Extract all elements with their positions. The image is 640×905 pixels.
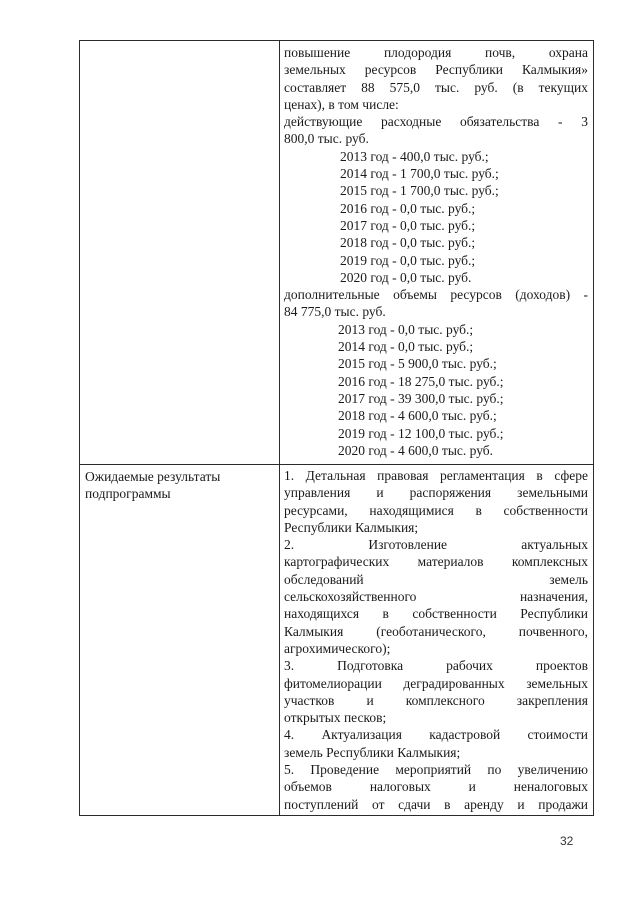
text-line: агрохимического); xyxy=(284,640,391,656)
text-line: участков и комплексного закрепления xyxy=(284,692,588,708)
row-divider xyxy=(79,464,594,465)
year-line: 2020 год - 4 600,0 тыс. руб. xyxy=(338,442,494,458)
text-line: сельскохозяйственного назначения, xyxy=(284,589,588,605)
year-line: 2017 год - 0,0 тыс. руб.; xyxy=(340,217,476,233)
text-line: 4. Актуализация кадастровой стоимости xyxy=(284,727,588,743)
year-line: 2018 год - 0,0 тыс. руб.; xyxy=(340,235,476,251)
year-line: 2016 год - 0,0 тыс. руб.; xyxy=(340,200,476,216)
text-line: ценах), в том числе: xyxy=(284,96,399,112)
year-line: 2019 год - 0,0 тыс. руб.; xyxy=(340,252,476,268)
year-line: 2014 год - 1 700,0 тыс. руб.; xyxy=(340,166,499,182)
text-line: дополнительные объемы ресурсов (доходов) - xyxy=(284,287,588,303)
column-divider xyxy=(279,40,280,816)
text-line: управления и распоряжения земельными xyxy=(284,485,588,501)
year-line: 2013 год - 400,0 тыс. руб.; xyxy=(340,148,489,164)
text-line: 800,0 тыс. руб. xyxy=(284,131,369,147)
text-line: поступлений от сдачи в аренду и продажи xyxy=(284,796,588,812)
text-line: 2. Изготовление актуальных xyxy=(284,537,588,553)
text-line: фитомелиорации деградированных земельных xyxy=(284,675,588,691)
year-line: 2015 год - 5 900,0 тыс. руб.; xyxy=(338,356,497,372)
text-line: 1. Детальная правовая регламентация в сфере xyxy=(284,468,588,483)
text-line: действующие расходные обязательства - 3 xyxy=(284,114,588,130)
funding-cell xyxy=(284,44,588,459)
text-line: составляет 88 575,0 тыс. руб. (в текущих xyxy=(284,79,588,95)
year-line: 2020 год - 0,0 тыс. руб. xyxy=(340,269,472,285)
year-line: 2018 год - 4 600,0 тыс. руб.; xyxy=(338,408,497,424)
text-line: обследований земель xyxy=(284,571,588,587)
text-line: картографических материалов комплексных xyxy=(284,554,588,570)
text-line: открытых песков; xyxy=(284,710,387,726)
year-line: 2015 год - 1 700,0 тыс. руб.; xyxy=(340,183,499,199)
text-line: объемов налоговых и неналоговых xyxy=(284,779,588,795)
text-line: 5. Проведение мероприятий по увеличению xyxy=(284,762,588,778)
text-line: земель Республики Калмыкия; xyxy=(284,744,461,760)
text-line: Калмыкия (геоботанического, почвенного, xyxy=(284,623,588,639)
text-line: повышение плодородия почв, охрана xyxy=(284,45,588,60)
text-line: земельных ресурсов Республики Калмыкия» xyxy=(284,62,588,78)
text-line: 3. Подготовка рабочих проектов xyxy=(284,658,588,674)
text-line: находящихся в собственности Республики xyxy=(284,606,588,622)
year-line: 2013 год - 0,0 тыс. руб.; xyxy=(338,321,474,337)
year-line: 2014 год - 0,0 тыс. руб.; xyxy=(338,339,474,355)
text-line: 84 775,0 тыс. руб. xyxy=(284,304,386,320)
year-line: 2019 год - 12 100,0 тыс. руб.; xyxy=(338,425,504,441)
year-line: 2017 год - 39 300,0 тыс. руб.; xyxy=(338,390,504,406)
year-line: 2016 год - 18 275,0 тыс. руб.; xyxy=(338,373,504,389)
results-cell xyxy=(284,467,588,813)
results-label: Ожидаемые результаты подпрограммы xyxy=(85,469,221,501)
text-line: Республики Калмыкия; xyxy=(284,519,419,535)
text-line: ресурсами, находящимися в собственности xyxy=(284,502,588,518)
page-number: 32 xyxy=(560,834,574,848)
